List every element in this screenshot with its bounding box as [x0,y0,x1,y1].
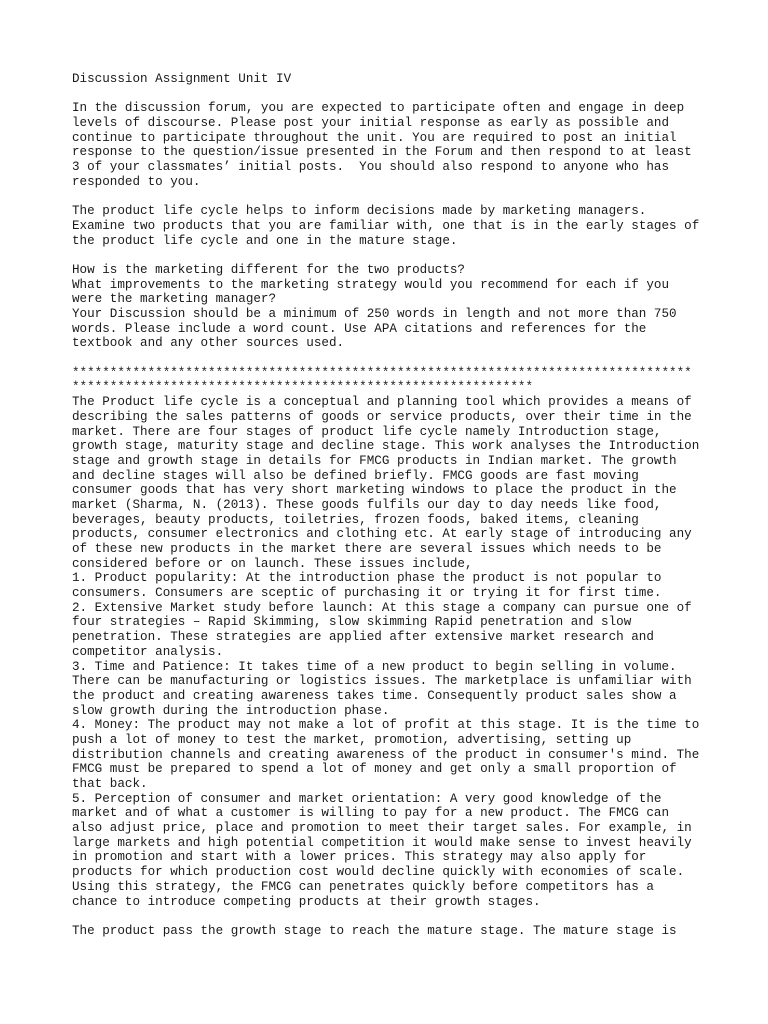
text-line: Using this strategy, the FMCG can penetrates quickly before competitors has a [72,879,654,894]
prompt-paragraph [72,204,702,248]
questions-paragraph [72,263,702,351]
text-line: slow growth during the introduction phase. [72,703,390,718]
text-line: were the marketing manager? [72,292,277,307]
text-line: beverages, beauty products, toiletries, frozen foods, baked items, cleaning [72,512,639,527]
text-line: market and of what a customer is willing to pay for a new product. The FMCG can [72,806,670,821]
text-line: the product and creating awareness takes time. Consequently product sales show a [72,688,677,703]
text-line: consumers. Consumers are sceptic of purchasing it or trying it for first time. [72,586,662,601]
text-line: also adjust price, place and promotion to meet their target sales. For example, in [72,821,692,836]
text-line: What improvements to the marketing strategy would you recommend for each if you [72,277,670,292]
text-line: competitor analysis. [72,644,224,659]
text-line: products for which production cost would decline quickly with economies of scale. [72,865,685,880]
text-line: 3 of your classmates’ initial posts. You should also respond to anyone who has [72,160,670,175]
text-line: The product life cycle helps to inform decisions made by marketing managers. [72,204,647,219]
text-line: ************************************************************* [72,380,534,395]
text-line: growth stage, maturity stage and decline stage. This work analyses the Introduction [72,439,700,454]
spacer [72,248,702,263]
text-line: In the discussion forum, you are expected to participate often and engage in deep [72,101,685,116]
text-line: ********************************************************************************** [72,365,692,380]
text-line: continue to participate throughout the unit. You are required to post an initial [72,130,677,145]
asterisk-separator [72,366,702,395]
text-line: There can be manufacturing or logistics issues. The marketplace is unfamiliar with [72,674,692,689]
body-text [72,395,702,909]
text-line: considered before or on launch. These issues include, [72,556,473,571]
text-line: market (Sharma, N. (2013). These goods fulfils our day to day needs like food, [72,497,662,512]
text-line: in promotion and start with a lower prices. This strategy may also apply for [72,850,647,865]
text-line: levels of discourse. Please post your initial response as early as possible and [72,116,670,131]
text-line: 5. Perception of consumer and market orientation: A very good knowledge of the [72,791,662,806]
text-line: products, consumer electronics and clothing etc. At early stage of introducing any [72,527,692,542]
text-line: push a lot of money to test the market, promotion, advertising, setting up [72,732,632,747]
text-line: The product pass the growth stage to reach the mature stage. The mature stage is [72,923,677,938]
text-line: large markets and high potential competition it would make sense to invest heavily [72,835,692,850]
text-line: describing the sales patterns of goods or service products, over their time in the [72,409,692,424]
text-line: responded to you. [72,174,201,189]
spacer [72,909,702,924]
document-title: Discussion Assignment Unit IV [72,72,292,86]
text-line: the product life cycle and one in the mature stage. [72,233,458,248]
text-line: Your Discussion should be a minimum of 250 words in length and not more than 750 [72,307,677,321]
text-line: that back. [72,777,148,791]
text-line: words. Please include a word count. Use APA citations and references for the [72,321,647,336]
instructions-paragraph [72,101,702,189]
text-line: distribution channels and creating awareness of the product in consumer's mind. The [72,747,700,762]
spacer [72,351,702,366]
text-line: Examine two products that you are familiar with, one that is in the early stages of [72,218,700,233]
document-page [72,72,702,939]
text-line: and decline stages will also be defined briefly. FMCG goods are fast moving [72,468,639,483]
text-line: market. There are four stages of product life cycle namely Introduction stage, [72,424,662,439]
text-line: chance to introduce competing products at their growth stages. [72,894,541,909]
text-line: 1. Product popularity: At the introduction phase the product is not popular to [72,571,662,586]
spacer [72,87,702,102]
text-line: The Product life cycle is a conceptual and planning tool which provides a means of [72,395,692,410]
text-line: 3. Time and Patience: It takes time of a new product to begin selling in volume. [72,659,677,674]
text-line: stage and growth stage in details for FMCG products in Indian market. The growth [72,453,677,468]
text-line: four strategies – Rapid Skimming, slow skimming Rapid penetration and slow [72,615,632,630]
text-line: response to the question/issue presented in the Forum and then respond to at least [72,145,692,160]
text-line: 2. Extensive Market study before launch: At this stage a company can pursue one of [72,600,692,615]
closing-paragraph [72,924,702,939]
text-line: of these new products in the market there are several issues which needs to be [72,542,662,556]
spacer [72,190,702,205]
text-line: penetration. These strategies are applied after extensive market research and [72,630,654,645]
text-line: How is the marketing different for the two products? [72,262,465,277]
text-line: FMCG must be prepared to spend a lot of money and get only a small proportion of [72,762,677,777]
text-line: 4. Money: The product may not make a lot of profit at this stage. It is the time to [72,718,700,733]
text-line: consumer goods that has very short marketing windows to place the product in the [72,483,677,498]
text-line: textbook and any other sources used. [72,336,345,351]
